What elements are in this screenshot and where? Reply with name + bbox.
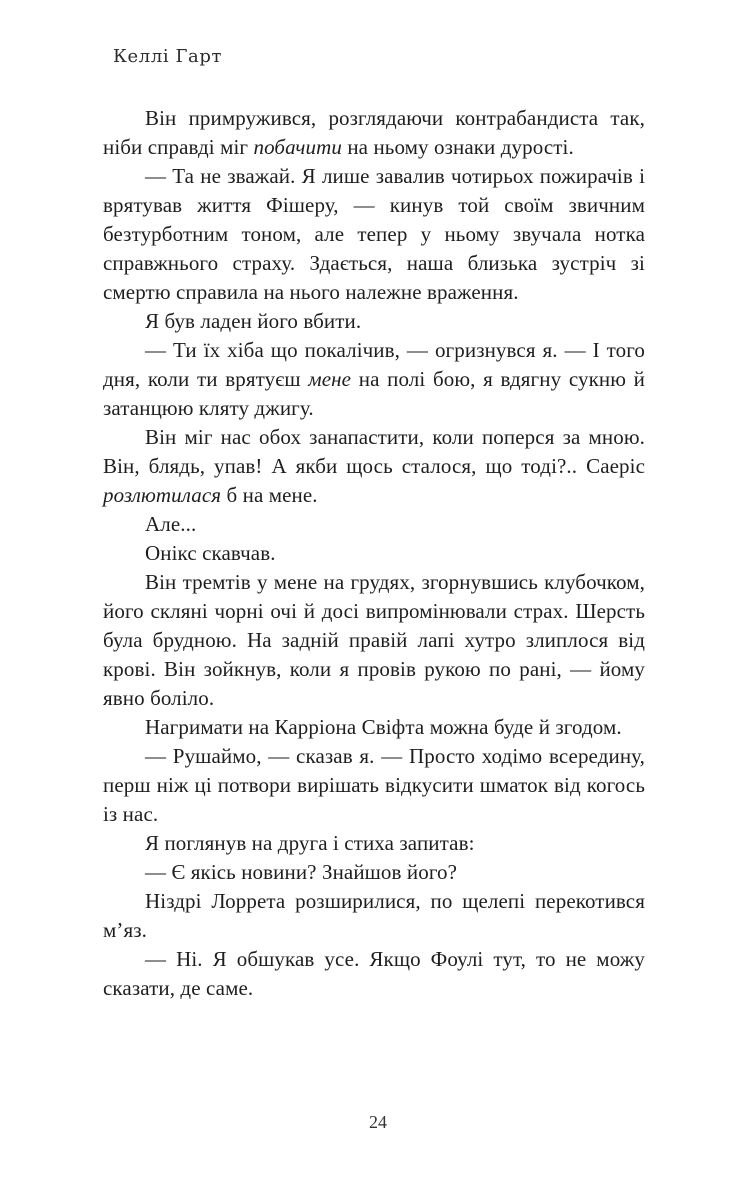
italic-text-run: побачити xyxy=(253,135,342,159)
paragraph xyxy=(103,742,645,829)
text-run: — Ти їх хіба що покалічив, — огризнувся я. — І того дня, коли ти врятуєш xyxy=(103,338,645,391)
text-run: Він примружився, розглядаючи контрабандиста так, ніби справді міг xyxy=(103,106,645,159)
text-run: — Рушаймо, — сказав я. — Просто ходімо всередину, перш ніж ці потвори вирішать відкусити шматок від когось із нас. xyxy=(103,744,645,826)
paragraph xyxy=(103,858,645,887)
paragraph xyxy=(103,713,645,742)
text-run: — Ні. Я обшукав усе. Якщо Фоулі тут, то не можу сказати, де саме. xyxy=(103,947,645,1000)
text-run: Я був ладен його вбити. xyxy=(145,309,362,333)
paragraph xyxy=(103,510,645,539)
italic-text-run: розлютилася xyxy=(103,483,222,507)
paragraph xyxy=(103,104,645,162)
paragraph xyxy=(103,423,645,510)
paragraph xyxy=(103,829,645,858)
paragraph xyxy=(103,539,645,568)
text-run: Я поглянув на друга і стиха запитав: xyxy=(145,831,475,855)
paragraph xyxy=(103,568,645,713)
page-footer xyxy=(0,1112,756,1133)
text-run: Він міг нас обох занапастити, коли поперся за мною. Він, блядь, упав! А якби щось сталося, що тоді?.. Саеріс xyxy=(103,425,645,478)
paragraph xyxy=(103,336,645,423)
text-run: Ніздрі Лоррета розширилися, по щелепі перекотився м’яз. xyxy=(103,889,645,942)
paragraph xyxy=(103,162,645,307)
paragraph xyxy=(103,307,645,336)
text-run: Але... xyxy=(145,512,197,536)
text-run: б на мене. xyxy=(221,483,318,507)
text-run: на ньому ознаки дурості. xyxy=(341,135,574,159)
text-block xyxy=(103,104,645,1003)
running-header: Келлі Гарт xyxy=(113,46,223,67)
text-run: на полі бою, я вдягну сукню й затанцюю кляту джигу. xyxy=(103,367,645,420)
page-number: 24 xyxy=(369,1112,387,1132)
text-run: — Та не зважай. Я лише завалив чотирьох пожирачів і врятував життя Фішеру, — кинув той своїм звичним безтурботним тоном, але тепер у ньому звучала нотка справжнього страху. Здається, наша близька зустріч зі смертю справила на нього належне враження. xyxy=(103,164,645,304)
text-run: Нагримати на Карріона Свіфта можна буде й згодом. xyxy=(145,715,622,739)
paragraph xyxy=(103,887,645,945)
paragraph xyxy=(103,945,645,1003)
text-run: Він тремтів у мене на грудях, згорнувшись клубочком, його скляні чорні очі й досі випромінювали страх. Шерсть була брудною. На задній правій лапі хутро злиплося від крові. Він зойкнув, коли я провів рукою по рані, — йому явно боліло. xyxy=(103,570,645,710)
text-run: Онікс скавчав. xyxy=(145,541,276,565)
italic-text-run: мене xyxy=(308,367,352,391)
text-run: — Є якісь новини? Знайшов його? xyxy=(145,860,458,884)
